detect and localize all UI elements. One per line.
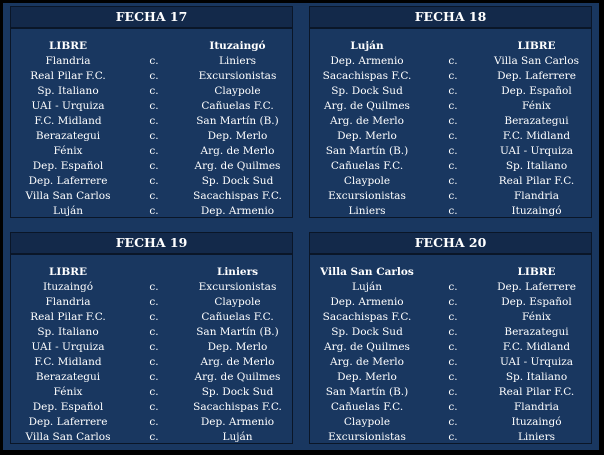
- match-row: [11, 415, 292, 430]
- away-team: Liniers: [517, 431, 556, 443]
- match-row: [11, 310, 292, 325]
- header-spacer: [125, 39, 183, 54]
- home-team: Villa San Carlos: [25, 431, 111, 443]
- versus-label: c.: [448, 311, 458, 323]
- match-row: [310, 54, 591, 69]
- versus-label: c.: [448, 100, 458, 112]
- match-row: [11, 69, 292, 84]
- home-team: Luján: [351, 281, 382, 293]
- home-team: Dep. Armenio: [330, 55, 404, 67]
- away-team: San Martín (B.): [196, 326, 279, 338]
- home-team: Sp. Italiano: [37, 326, 99, 338]
- away-team: Sp. Dock Sud: [201, 386, 274, 398]
- match-row: [310, 430, 591, 445]
- home-team: Berazategui: [35, 371, 101, 383]
- home-team: Sp. Dock Sud: [331, 326, 403, 338]
- header-home-team: LIBRE: [49, 266, 87, 278]
- header-away-team: LIBRE: [517, 266, 556, 278]
- away-team: Arg. de Merlo: [200, 145, 275, 157]
- away-team: Ituzaingó: [511, 416, 562, 428]
- match-row: [11, 295, 292, 310]
- away-team: Dep. Armenio: [200, 205, 275, 217]
- match-row: [310, 159, 591, 174]
- away-team: Luján: [222, 431, 253, 443]
- away-team: Flandria: [513, 401, 560, 413]
- match-row: [11, 159, 292, 174]
- match-row: [11, 370, 292, 385]
- away-team: Sp. Italiano: [505, 371, 568, 383]
- match-row: [11, 84, 292, 99]
- header-spacer: [125, 265, 183, 280]
- home-team: San Martín (B.): [325, 386, 409, 398]
- away-team: Sacachispas F.C.: [193, 401, 282, 413]
- match-row: [310, 174, 591, 189]
- match-row: [11, 99, 292, 114]
- match-row: [11, 174, 292, 189]
- match-row: [11, 280, 292, 295]
- fecha-title: FECHA 19: [11, 233, 292, 255]
- away-team: Dep. Merlo: [207, 130, 268, 142]
- header-home-team: Villa San Carlos: [320, 266, 414, 278]
- versus-label: c.: [149, 205, 159, 217]
- versus-label: c.: [448, 190, 458, 202]
- versus-label: c.: [149, 416, 159, 428]
- versus-label: c.: [149, 115, 159, 127]
- match-row: [310, 204, 591, 219]
- home-team: Ituzaingó: [42, 281, 94, 293]
- home-team: Cañuelas F.C.: [330, 160, 404, 172]
- home-team: Claypole: [343, 416, 391, 428]
- away-team: Arg. de Merlo: [200, 356, 275, 368]
- versus-label: c.: [149, 70, 159, 82]
- away-team: Sp. Italiano: [505, 160, 568, 172]
- versus-label: c.: [149, 130, 159, 142]
- header-spacer: [424, 39, 482, 54]
- away-team: Sp. Dock Sud: [201, 175, 274, 187]
- home-team: Liniers: [348, 205, 386, 217]
- match-row: [310, 114, 591, 129]
- away-team: Arg. de Quilmes: [194, 160, 281, 172]
- home-team: Claypole: [343, 175, 391, 187]
- versus-label: c.: [149, 175, 159, 187]
- home-team: F.C. Midland: [34, 356, 102, 368]
- bye-header-row: [11, 265, 292, 280]
- away-team: Fénix: [522, 100, 551, 112]
- away-team: Arg. de Quilmes: [194, 371, 281, 383]
- versus-label: c.: [448, 431, 458, 443]
- fixture-list: [11, 255, 292, 445]
- versus-label: c.: [149, 296, 159, 308]
- away-team: Liniers: [218, 55, 257, 67]
- versus-label: c.: [448, 371, 458, 383]
- away-team: Dep. Laferrere: [497, 281, 576, 293]
- away-team: F.C. Midland: [502, 130, 571, 142]
- home-team: Dep. Laferrere: [28, 416, 108, 428]
- versus-label: c.: [149, 311, 159, 323]
- versus-label: c.: [448, 85, 458, 97]
- versus-label: c.: [149, 100, 159, 112]
- home-team: Dep. Armenio: [330, 296, 404, 308]
- home-team: Luján: [52, 205, 83, 217]
- home-team: Dep. Merlo: [337, 130, 397, 142]
- home-team: UAI - Urquiza: [31, 341, 105, 353]
- match-row: [310, 340, 591, 355]
- home-team: Dep. Español: [32, 160, 104, 172]
- home-team: Fénix: [53, 145, 83, 157]
- fecha-panel: [309, 6, 592, 218]
- bye-header-row: [310, 265, 591, 280]
- match-row: [310, 84, 591, 99]
- match-row: [11, 54, 292, 69]
- away-team: Excursionistas: [198, 281, 277, 293]
- home-team: San Martín (B.): [325, 145, 409, 157]
- away-team: Claypole: [214, 85, 261, 97]
- header-away-team: Liniers: [216, 266, 259, 278]
- versus-label: c.: [448, 326, 458, 338]
- away-team: Flandria: [513, 190, 560, 202]
- away-team: Cañuelas F.C.: [201, 100, 274, 112]
- match-row: [310, 400, 591, 415]
- away-team: Dep. Merlo: [207, 341, 268, 353]
- match-row: [310, 69, 591, 84]
- versus-label: c.: [448, 175, 458, 187]
- away-team: UAI - Urquiza: [500, 145, 573, 157]
- away-team: Berazategui: [504, 326, 569, 338]
- home-team: Sp. Italiano: [37, 85, 99, 97]
- home-team: Dep. Español: [32, 401, 104, 413]
- away-team: Real Pilar F.C.: [498, 175, 575, 187]
- versus-label: c.: [149, 145, 159, 157]
- away-team: Dep. Laferrere: [497, 70, 576, 82]
- header-spacer: [424, 265, 482, 280]
- versus-label: c.: [448, 115, 458, 127]
- header-home-team: LIBRE: [49, 40, 87, 52]
- versus-label: c.: [149, 85, 159, 97]
- home-team: Excursionistas: [328, 431, 406, 443]
- fecha-panel: [309, 232, 592, 444]
- match-row: [11, 144, 292, 159]
- versus-label: c.: [149, 401, 159, 413]
- away-team: Dep. Armenio: [200, 416, 275, 428]
- match-row: [11, 204, 292, 219]
- fixture-list: [310, 255, 591, 445]
- fecha-title: FECHA 18: [310, 7, 591, 29]
- home-team: Dep. Laferrere: [28, 175, 108, 187]
- versus-label: c.: [149, 55, 159, 67]
- match-row: [11, 355, 292, 370]
- home-team: Excursionistas: [328, 190, 406, 202]
- match-row: [11, 385, 292, 400]
- fixture-list: [310, 29, 591, 219]
- home-team: Fénix: [53, 386, 83, 398]
- fecha-panel: [10, 6, 293, 218]
- versus-label: c.: [448, 160, 458, 172]
- match-row: [11, 114, 292, 129]
- versus-label: c.: [448, 341, 458, 353]
- versus-label: c.: [149, 356, 159, 368]
- match-row: [11, 430, 292, 445]
- home-team: Arg. de Quilmes: [324, 341, 410, 353]
- home-team: Arg. de Merlo: [330, 356, 404, 368]
- fixture-board: [3, 3, 599, 450]
- home-team: F.C. Midland: [34, 115, 102, 127]
- match-row: [310, 280, 591, 295]
- fecha-title: FECHA 20: [310, 233, 591, 255]
- away-team: Claypole: [214, 296, 261, 308]
- match-row: [310, 99, 591, 114]
- match-row: [11, 129, 292, 144]
- match-row: [310, 310, 591, 325]
- away-team: F.C. Midland: [502, 341, 571, 353]
- away-team: UAI - Urquiza: [500, 356, 573, 368]
- match-row: [310, 129, 591, 144]
- home-team: UAI - Urquiza: [31, 100, 105, 112]
- match-row: [310, 355, 591, 370]
- versus-label: c.: [448, 356, 458, 368]
- match-row: [310, 325, 591, 340]
- home-team: Villa San Carlos: [25, 190, 111, 202]
- away-team: Dep. Español: [501, 296, 572, 308]
- away-team: Berazategui: [504, 115, 569, 127]
- home-team: Sp. Dock Sud: [331, 85, 403, 97]
- versus-label: c.: [149, 371, 159, 383]
- match-row: [11, 400, 292, 415]
- versus-label: c.: [448, 205, 458, 217]
- away-team: Sacachispas F.C.: [193, 190, 282, 202]
- fecha-panel: [10, 232, 293, 444]
- match-row: [310, 370, 591, 385]
- home-team: Real Pilar F.C.: [30, 311, 106, 323]
- match-row: [310, 385, 591, 400]
- header-home-team: Luján: [350, 40, 384, 52]
- away-team: Excursionistas: [198, 70, 277, 82]
- away-team: San Martín (B.): [196, 115, 279, 127]
- versus-label: c.: [448, 281, 458, 293]
- home-team: Arg. de Quilmes: [324, 100, 410, 112]
- home-team: Flandria: [45, 296, 91, 308]
- versus-label: c.: [448, 296, 458, 308]
- home-team: Sacachispas F.C.: [322, 311, 412, 323]
- match-row: [310, 415, 591, 430]
- versus-label: c.: [149, 326, 159, 338]
- home-team: Flandria: [45, 55, 91, 67]
- bye-header-row: [11, 39, 292, 54]
- home-team: Cañuelas F.C.: [330, 401, 404, 413]
- away-team: Dep. Español: [501, 85, 572, 97]
- versus-label: c.: [149, 281, 159, 293]
- fixture-list: [11, 29, 292, 219]
- fecha-title: FECHA 17: [11, 7, 292, 29]
- away-team: Ituzaingó: [511, 205, 562, 217]
- versus-label: c.: [448, 55, 458, 67]
- away-team: Real Pilar F.C.: [498, 386, 575, 398]
- versus-label: c.: [149, 160, 159, 172]
- header-away-team: LIBRE: [517, 40, 556, 52]
- match-row: [11, 325, 292, 340]
- home-team: Berazategui: [35, 130, 101, 142]
- versus-label: c.: [448, 416, 458, 428]
- home-team: Arg. de Merlo: [330, 115, 404, 127]
- versus-label: c.: [448, 70, 458, 82]
- home-team: Real Pilar F.C.: [30, 70, 106, 82]
- versus-label: c.: [448, 130, 458, 142]
- match-row: [11, 340, 292, 355]
- match-row: [310, 189, 591, 204]
- versus-label: c.: [149, 431, 159, 443]
- home-team: Dep. Merlo: [337, 371, 397, 383]
- versus-label: c.: [448, 401, 458, 413]
- header-away-team: Ituzaingó: [209, 40, 266, 52]
- versus-label: c.: [448, 145, 458, 157]
- match-row: [11, 189, 292, 204]
- bye-header-row: [310, 39, 591, 54]
- away-team: Villa San Carlos: [493, 55, 579, 67]
- match-row: [310, 295, 591, 310]
- versus-label: c.: [149, 386, 159, 398]
- versus-label: c.: [149, 190, 159, 202]
- versus-label: c.: [448, 386, 458, 398]
- away-team: Fénix: [522, 311, 551, 323]
- away-team: Cañuelas F.C.: [201, 311, 274, 323]
- versus-label: c.: [149, 341, 159, 353]
- match-row: [310, 144, 591, 159]
- home-team: Sacachispas F.C.: [322, 70, 412, 82]
